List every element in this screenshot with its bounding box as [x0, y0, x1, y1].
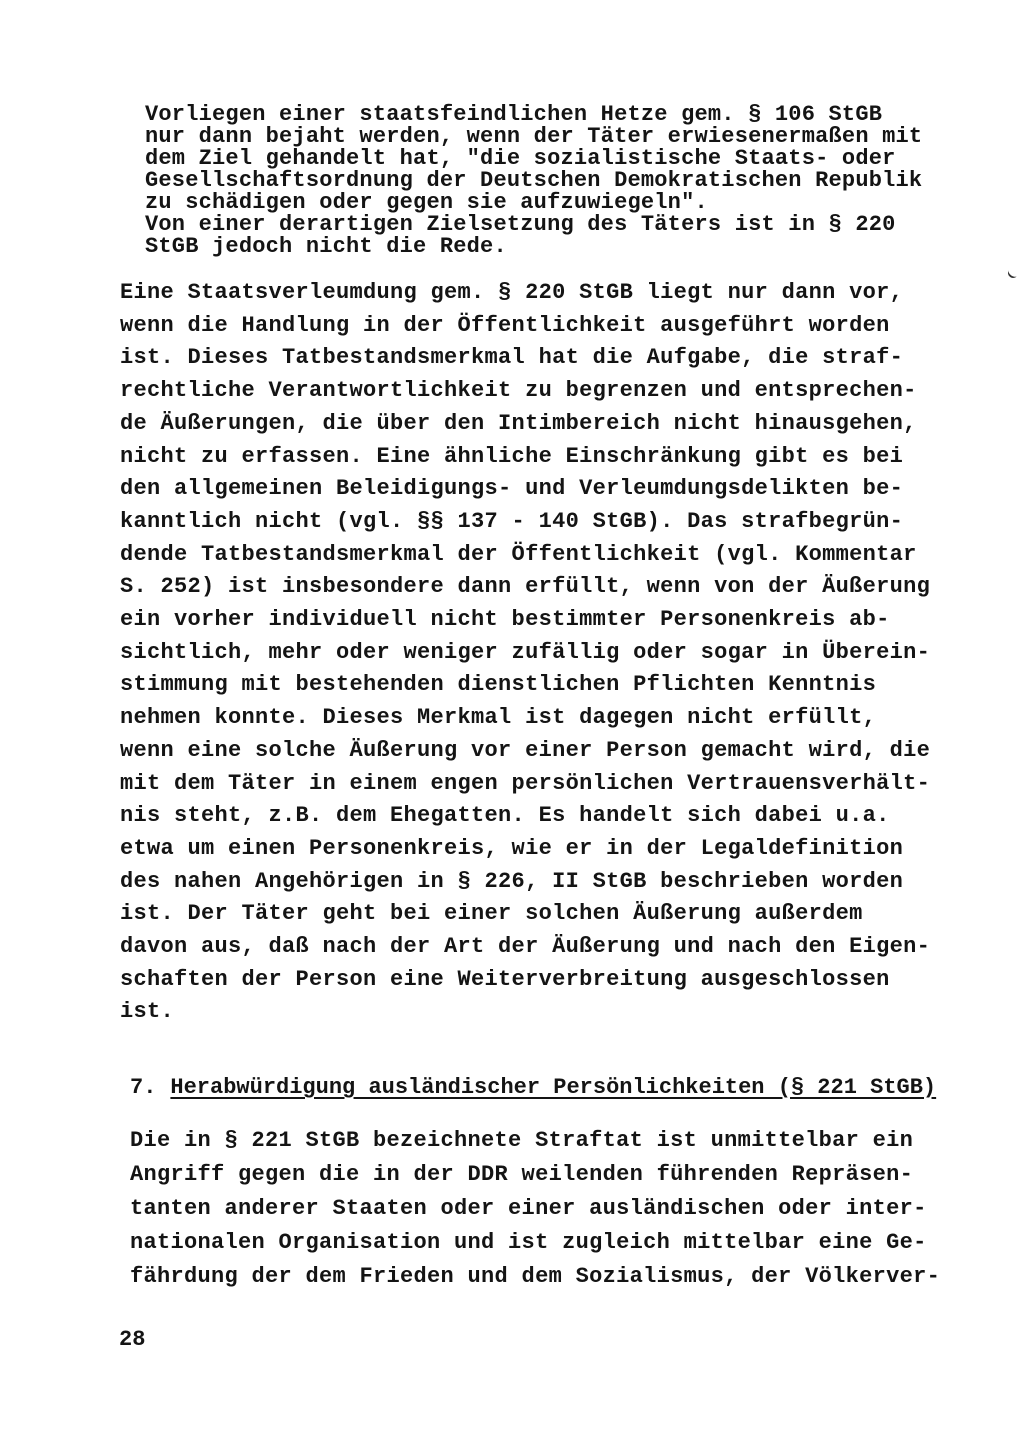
quote-line: nur dann bejaht werden, wenn der Täter erwiesenermaßen mit — [145, 124, 923, 149]
text-line: Die in § 221 StGB bezeichnete Straftat ist unmittelbar ein — [130, 1128, 914, 1153]
text-line: stimmung mit bestehenden dienstlichen Pflichten Kenntnis — [120, 672, 877, 698]
text-line: wenn die Handlung in der Öffentlichkeit ausgeführt worden — [120, 312, 890, 338]
paragraph-herabwuerdigung — [130, 1124, 950, 1294]
paragraph-staatsverleumdung — [120, 277, 940, 1029]
section-heading — [130, 1073, 936, 1103]
text-line: des nahen Angehörigen in § 226, II StGB beschrieben worden — [120, 868, 904, 894]
quote-line: Vorliegen einer staatsfeindlichen Hetze gem. § 106 StGB — [145, 102, 883, 127]
text-line: nationalen Organisation und ist zugleich mittelbar eine Ge- — [130, 1230, 927, 1255]
text-line: Angriff gegen die in der DDR weilenden führenden Repräsen- — [130, 1162, 914, 1187]
text-line: etwa um einen Personenkreis, wie er in der Legaldefinition — [120, 835, 904, 861]
text-line: mit dem Täter in einem engen persönlichen Vertrauensverhält- — [120, 770, 931, 796]
text-line: nicht zu erfassen. Eine ähnliche Einschränkung gibt es bei — [120, 443, 904, 469]
text-line: den allgemeinen Beleidigungs- und Verleumdungsdelikten be- — [120, 476, 904, 502]
text-line: ist. — [120, 999, 175, 1025]
section-title: Herabwürdigung ausländischer Persönlichkeiten (§ 221 StGB) — [170, 1075, 937, 1100]
quote-line: zu schädigen oder gegen sie aufzuwiegeln". — [145, 190, 708, 215]
text-line: fährdung der dem Frieden und dem Sozialismus, der Völkerver- — [130, 1264, 941, 1289]
text-line: rechtliche Verantwortlichkeit zu begrenzen und entsprechen- — [120, 378, 917, 404]
quote-line: dem Ziel gehandelt hat, "die sozialistische Staats- oder — [145, 146, 896, 171]
quoted-passage — [145, 104, 945, 258]
text-line: ist. Dieses Tatbestandsmerkmal hat die Aufgabe, die straf- — [120, 345, 904, 371]
text-line: ist. Der Täter geht bei einer solchen Äußerung außerdem — [120, 901, 863, 927]
text-line: davon aus, daß nach der Art der Äußerung und nach den Eigen- — [120, 934, 931, 960]
quote-line: Gesellschaftsordnung der Deutschen Demokratischen Republik — [145, 168, 923, 193]
text-line: de Äußerungen, die über den Intimbereich nicht hinausgehen, — [120, 410, 917, 436]
text-line: nis steht, z.B. dem Ehegatten. Es handelt sich dabei u.a. — [120, 803, 890, 829]
page-number: 28 — [119, 1327, 146, 1352]
text-line: tanten anderer Staaten oder einer ausländischen oder inter- — [130, 1196, 927, 1221]
text-line: kanntlich nicht (vgl. §§ 137 - 140 StGB). Das strafbegrün- — [120, 508, 904, 534]
margin-mark — [1006, 266, 1020, 280]
text-line: wenn eine solche Äußerung vor einer Person gemacht wird, die — [120, 737, 931, 763]
section-number: 7. — [130, 1075, 157, 1100]
quote-line: StGB jedoch nicht die Rede. — [145, 234, 507, 259]
text-line: schaften der Person eine Weiterverbreitung ausgeschlossen — [120, 966, 890, 992]
text-line: S. 252) ist insbesondere dann erfüllt, wenn von der Äußerung — [120, 574, 931, 600]
text-line: sichtlich, mehr oder weniger zufällig oder sogar in Überein- — [120, 639, 931, 665]
text-line: Eine Staatsverleumdung gem. § 220 StGB liegt nur dann vor, — [120, 280, 904, 305]
text-line: ein vorher individuell nicht bestimmter Personenkreis ab- — [120, 607, 890, 633]
text-line: dende Tatbestandsmerkmal der Öffentlichkeit (vgl. Kommentar — [120, 541, 917, 567]
text-line: nehmen konnte. Dieses Merkmal ist dagegen nicht erfüllt, — [120, 705, 877, 731]
quote-line: Von einer derartigen Zielsetzung des Täters ist in § 220 — [145, 212, 896, 237]
